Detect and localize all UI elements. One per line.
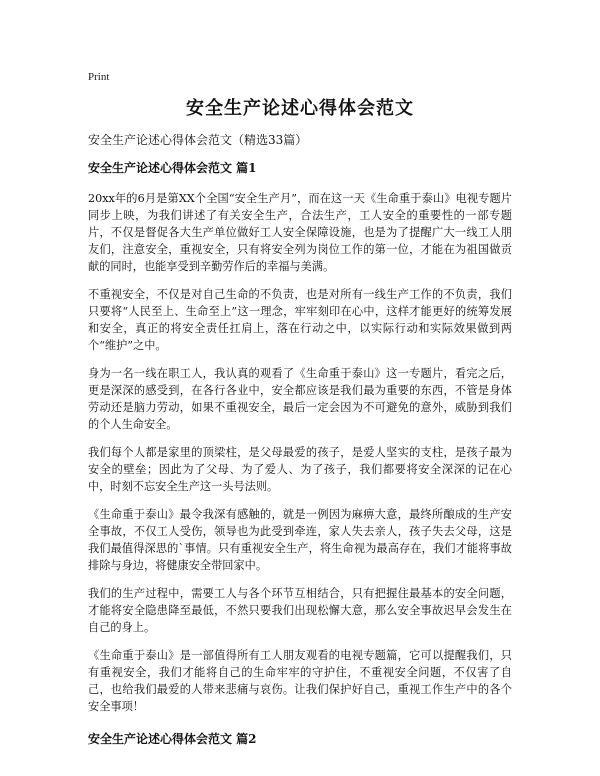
paragraph-1: 20xx年的6月是第XX个全国“安全生产月”，而在这一天《生命重于泰山》电视专题片同步上映，为我们讲述了有关安全生产，合法生产，工人安全的重要性的一部专题片，不仅是督促各大生产单位做好工人安全保障设施，也是为了提醒广大一线工人朋友们，注意安全，重视安全，只有将安全列为岗位工作的第一位，才能在为祖国做贡献的同时，也能享受到辛勤劳作后的幸福与美满。: [88, 192, 512, 273]
print-label: Print: [88, 71, 110, 83]
section-heading-2: 安全生产论述心得体会范文 篇2: [88, 732, 257, 746]
paragraph-7: 《生命重于泰山》是一部值得所有工人朋友观看的电视专题篇，它可以提醒我们，只有重视安全，我们才能将自己的生命牢牢的守护住，不重视安全问题，不仅害了自己，也给我们最爱的人带来悲痛与哀伤。让我们保护好自己，重视工作生产中的各个安全事项！: [88, 649, 512, 713]
paragraph-5: 《生命重于泰山》最令我深有感触的，就是一例因为麻痹大意，最终所酿成的生产安全事故，不仅工人受伤，领导也为此受到牵连，家人失去亲人，孩子失去父母，这是我们最值得深思的`事情。只有重视安全生产，将生命视为最高存在，我们才能将事故排除与身边，将健康安全带回家中。: [88, 508, 512, 572]
section-heading-1: 安全生产论述心得体会范文 篇1: [88, 161, 257, 175]
document-subtitle: 安全生产论述心得体会范文（精选33篇）: [88, 133, 308, 147]
paragraph-3: 身为一名一线在职工人，我认真的观看了《生命重于泰山》这一专题片，看完之后，更是深深的感受到，在各行各业中，安全都应该是我们最为重要的东西，不管是身体劳动还是脑力劳动，如果不重视安全，最后一定会因为不可避免的意外，威胁到我们的个人生命安全。: [88, 367, 512, 431]
document-title: 安全生产论述心得体会范文: [186, 98, 414, 119]
paragraph-6: 我们的生产过程中，需要工人与各个环节互相结合，只有把握住最基本的安全问题，才能将安全隐患降至最低，不然只要我们出现松懈大意，那么安全事故迟早会发生在自己的身上。: [88, 587, 512, 634]
paragraph-4: 我们每个人都是家里的顶梁柱，是父母最爱的孩子，是爱人坚实的支柱，是孩子最为安全的壁垒；因此为了父母、为了爱人、为了孩子，我们都要将安全深深的记在心中，时刻不忘安全生产这一头号法则。: [88, 446, 512, 493]
paragraph-2: 不重视安全，不仅是对自己生命的不负责，也是对所有一线生产工作的不负责，我们只要将“人民至上、生命至上”这一理念，牢牢刻印在心中，这样才能更好的统筹发展和安全，真正的将安全责任扛肩上，落在行动之中，以实际行动和实际效果做到两个“维护”之中。: [88, 288, 512, 352]
